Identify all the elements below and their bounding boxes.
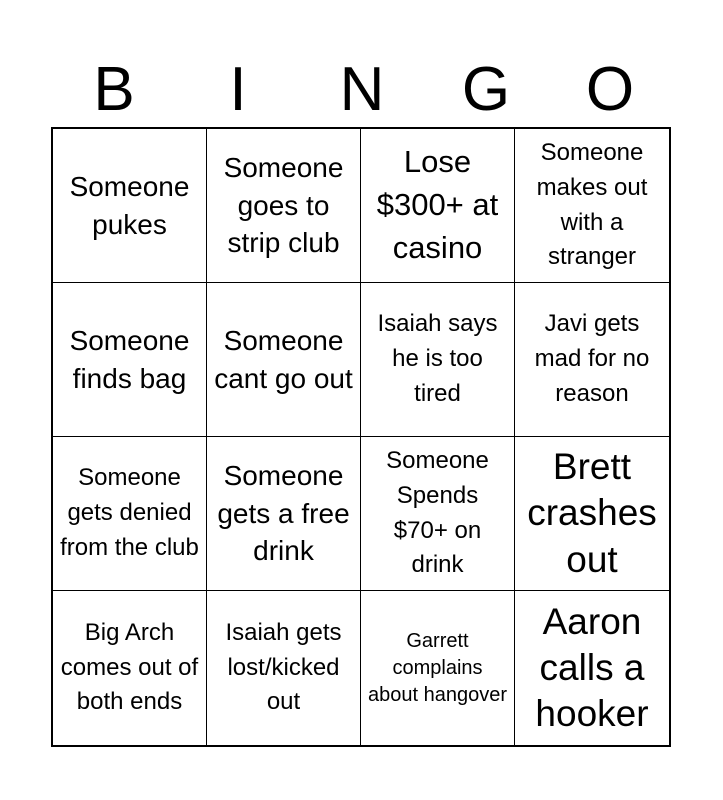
bingo-cell-text: Someone gets denied from the club (60, 464, 199, 561)
bingo-cell-text: Garrett complains about hangover (367, 629, 507, 706)
bingo-cell[interactable] (515, 129, 669, 283)
bingo-cell-text: Brett crashes out (527, 446, 657, 580)
bingo-cell[interactable] (361, 437, 515, 591)
bingo-cell[interactable] (515, 437, 669, 591)
bingo-cell[interactable] (207, 129, 361, 283)
bingo-cell[interactable] (361, 283, 515, 437)
bingo-header (52, 52, 672, 128)
bingo-cell-text: Isaiah says he is too tired (377, 310, 498, 407)
bingo-cell[interactable] (207, 437, 361, 591)
bingo-cell[interactable] (53, 129, 207, 283)
bingo-cell[interactable] (515, 591, 669, 745)
bingo-cell[interactable] (53, 283, 207, 437)
bingo-cell-text: Big Arch comes out of both ends (60, 618, 199, 716)
bingo-cell[interactable] (53, 437, 207, 591)
bingo-cell[interactable] (53, 591, 207, 745)
bingo-cell[interactable] (515, 283, 669, 437)
bingo-cell-text: Someone cant go out (214, 324, 353, 394)
header-letter-b: B (93, 55, 135, 124)
bingo-cell[interactable] (361, 129, 515, 283)
bingo-cell-text: Isaiah gets lost/kicked out (225, 618, 342, 716)
header-letter-o: O (585, 55, 635, 124)
header-letter-i: I (229, 55, 247, 124)
header-letter-n: N (339, 55, 385, 124)
bingo-cell-text: Someone pukes (69, 170, 190, 240)
bingo-cell-text: Lose $300+ at casino (376, 144, 499, 265)
bingo-cell-text: Someone finds bag (69, 324, 190, 394)
bingo-cell-text: Someone makes out with a stranger (536, 138, 648, 271)
bingo-cell[interactable] (361, 591, 515, 745)
bingo-cell-text: Someone Spends $70+ on drink (386, 446, 489, 579)
bingo-cell-text: Someone goes to strip club (223, 151, 344, 259)
bingo-board (51, 127, 671, 747)
bingo-cell-text: Javi gets mad for no reason (534, 310, 650, 407)
bingo-cell-text: Someone gets a free drink (217, 459, 350, 567)
header-letter-g: G (461, 55, 511, 124)
bingo-cell-text: Aaron calls a hooker (535, 600, 649, 735)
bingo-cell[interactable] (207, 283, 361, 437)
bingo-cell[interactable] (207, 591, 361, 745)
